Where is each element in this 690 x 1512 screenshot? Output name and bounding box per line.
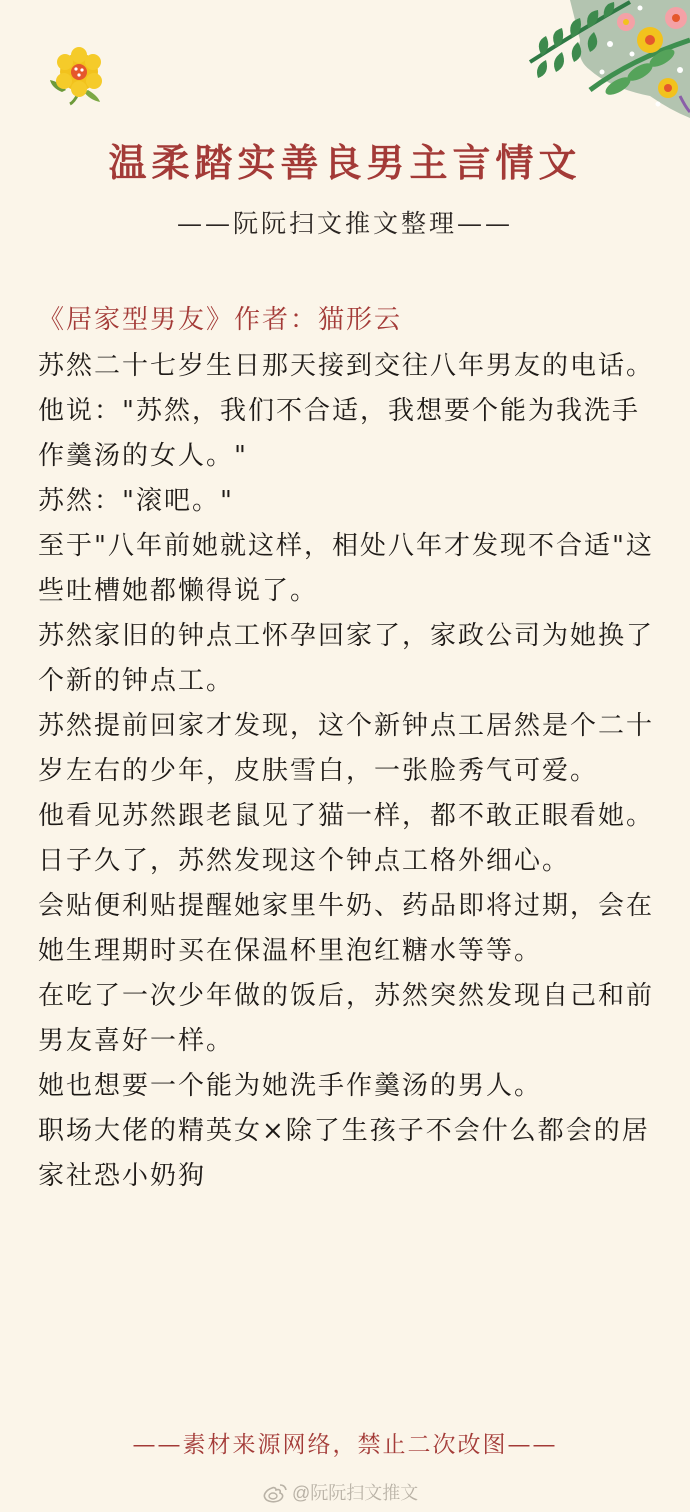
synopsis-paragraph: 至于"八年前她就这样，相处八年才发现不合适"这些吐槽她都懒得说了。 [38, 531, 654, 606]
book-heading: 《居家型男友》作者：猫形云 [38, 305, 403, 335]
synopsis-paragraph: 她也想要一个能为她洗手作羹汤的男人。 [38, 1071, 543, 1101]
synopsis-paragraph: 苏然："滚吧。" [38, 486, 234, 516]
watermark [262, 1480, 418, 1506]
synopsis-paragraph: 会贴便利贴提醒她家里牛奶、药品即将过期，会在她生理期时买在保温杯里泡红糖水等等。 [38, 891, 655, 966]
footer-note: ——素材来源网络，禁止二次改图—— [132, 1432, 558, 1458]
page-subtitle: ——阮阮扫文推文整理—— [176, 209, 513, 238]
synopsis-paragraph: 日子久了，苏然发现这个钟点工格外细心。 [38, 846, 571, 876]
synopsis-paragraph: 他看见苏然跟老鼠见了猫一样，都不敢正眼看她。 [38, 801, 655, 831]
weibo-icon [262, 1482, 288, 1504]
book-synopsis [38, 344, 656, 1199]
yellow-flower-icon [48, 44, 110, 106]
watermark-text: @阮阮扫文推文 [292, 1483, 419, 1503]
synopsis-paragraph: 在吃了一次少年做的饭后，苏然突然发现自己和前男友喜好一样。 [38, 981, 655, 1056]
floral-plant-icon [490, 0, 690, 125]
synopsis-paragraph: 苏然二十七岁生日那天接到交往八年男友的电话。 [38, 351, 655, 381]
page-title: 温柔踏实善良男主言情文 [108, 140, 582, 185]
synopsis-paragraph: 职场大佬的精英女×除了生孩子不会什么都会的居家社恐小奶狗 [38, 1116, 650, 1191]
synopsis-paragraph: 苏然提前回家才发现，这个新钟点工居然是个二十岁左右的少年，皮肤雪白，一张脸秀气可爱。 [38, 711, 655, 786]
synopsis-paragraph: 他说："苏然，我们不合适，我想要个能为我洗手作羹汤的女人。" [38, 396, 640, 471]
synopsis-paragraph: 苏然家旧的钟点工怀孕回家了，家政公司为她换了个新的钟点工。 [38, 621, 655, 696]
